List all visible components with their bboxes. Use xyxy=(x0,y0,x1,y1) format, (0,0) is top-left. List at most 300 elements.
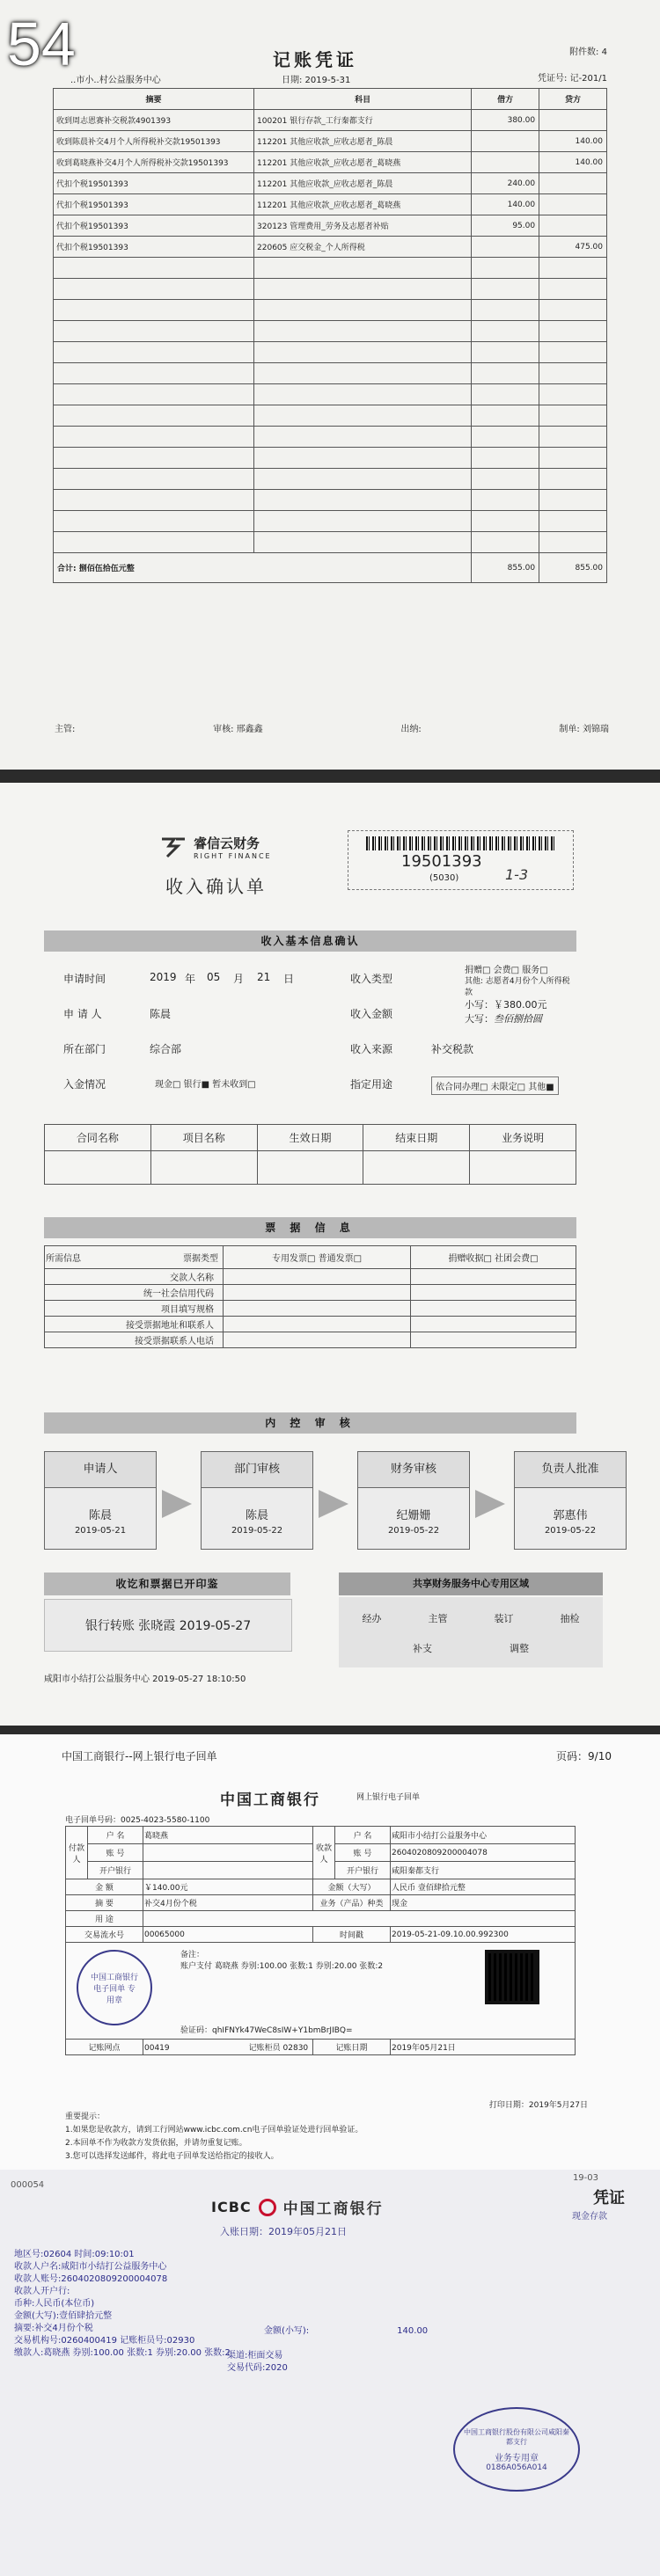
row-account xyxy=(254,448,472,469)
voucher-row xyxy=(54,384,607,405)
ticket-row-label: 统一社会信用代码 xyxy=(45,1285,224,1301)
icbc-line: 缴款人:葛晓燕 券别:100.00 张数:1 券别:20.00 张数:2 xyxy=(14,2348,231,2358)
audit-step-body xyxy=(44,1488,157,1550)
source: 补交税款 xyxy=(431,1043,474,1055)
remark: 备注： 账户支付 葛晓燕 券别:100.00 张数:1 券别:20.00 张数:2 xyxy=(180,1951,384,1971)
row-debit xyxy=(472,237,539,258)
ticket-row-receipt xyxy=(411,1301,576,1317)
amount-big-label: 金额（大写） xyxy=(313,1879,391,1895)
row-debit xyxy=(472,469,539,490)
audit-step-title: 部门审核 xyxy=(201,1451,313,1488)
note-1: 1.如果您是收款方，请到工行网站www.icbc.com.cn电子回单验证处进行回单验证。 xyxy=(65,2126,363,2135)
barcode-sub: (5030) xyxy=(429,873,459,883)
voucher-number: 凭证号: 记-201/1 xyxy=(538,74,607,84)
audit-step-name: 郭惠伟 xyxy=(553,1509,588,1522)
seal-center: 业务专用章 xyxy=(495,2453,539,2463)
row-account xyxy=(254,342,472,363)
section-shared: 共享财务服务中心专用区域 xyxy=(339,1573,603,1595)
row-credit xyxy=(539,384,607,405)
serial-label: 交易流水号 xyxy=(66,1927,143,1943)
applicant: 陈晨 xyxy=(150,1008,172,1020)
voucher-row xyxy=(54,237,607,258)
icbc-cn: 中国工商银行 xyxy=(282,2200,384,2218)
row-credit: 140.00 xyxy=(539,131,607,152)
row-debit xyxy=(472,152,539,173)
row-debit: 95.00 xyxy=(472,215,539,237)
row-account xyxy=(254,490,472,511)
day-label: 日 xyxy=(283,973,295,985)
payer-label: 付款人 xyxy=(66,1827,88,1879)
audit-step xyxy=(514,1451,627,1553)
total-label: 合计: 捌佰伍拾伍元整 xyxy=(54,553,472,583)
col-account: 科目 xyxy=(254,89,472,110)
row-debit xyxy=(472,405,539,427)
seal-text: 中国工商银行股份有限公司咸阳秦都支行 xyxy=(464,2427,569,2446)
audit-step-date: 2019-05-22 xyxy=(231,1526,283,1536)
audit-step-body xyxy=(357,1488,470,1550)
contract-cell xyxy=(150,1151,257,1185)
row-debit xyxy=(472,258,539,279)
voucher-row xyxy=(54,321,607,342)
row-account xyxy=(254,363,472,384)
contract-col: 业务说明 xyxy=(470,1125,576,1151)
dept-label: 所在部门 xyxy=(63,1043,106,1055)
voucher-row xyxy=(54,448,607,469)
bank-subtitle: 网上银行电子回单 xyxy=(356,1793,421,1802)
voucher-row xyxy=(54,490,607,511)
total-credit: 855.00 xyxy=(539,553,607,583)
voucher-row xyxy=(54,469,607,490)
voucher-title: 记账凭证 xyxy=(273,49,357,70)
row-debit xyxy=(472,279,539,300)
row-debit xyxy=(472,427,539,448)
brand-en: RIGHT FINANCE xyxy=(194,852,272,860)
contract-col: 结束日期 xyxy=(363,1125,470,1151)
section-basic-info: 收入基本信息确认 xyxy=(44,930,576,952)
voucher-row xyxy=(54,194,607,215)
print-date: 打印日期：2019年5月27日 xyxy=(488,2101,588,2110)
receipt-title: 收入确认单 xyxy=(165,876,267,897)
row-account: 220605 应交税金_个人所得税 xyxy=(254,237,472,258)
row-debit xyxy=(472,490,539,511)
ticket-row xyxy=(45,1332,576,1348)
footer-maker: 制单: 刘锦瑞 xyxy=(559,725,609,734)
row-credit xyxy=(539,110,607,131)
voucher-row xyxy=(54,152,607,173)
icbc-voucher-page xyxy=(0,2170,660,2576)
audit-step-date: 2019-05-22 xyxy=(387,1526,440,1536)
biz-label: 业务（产品）种类 xyxy=(313,1895,391,1911)
audit-step-date: 2019-05-22 xyxy=(544,1526,597,1536)
row-debit xyxy=(472,448,539,469)
arrow-right-icon xyxy=(162,1490,192,1518)
amount-small: 小写：￥380.00元 xyxy=(465,999,547,1011)
payer-acct-label: 账 号 xyxy=(88,1844,143,1862)
row-credit xyxy=(539,321,607,342)
row-credit xyxy=(539,363,607,384)
note-3: 3.您可以选择发送邮件，将此电子回单发送给指定的接收人。 xyxy=(65,2152,279,2161)
seal-no: 0186A056A014 xyxy=(486,2463,547,2472)
row-account xyxy=(254,405,472,427)
row-summary: 收到周志恩赛补交税款4901393 xyxy=(54,110,254,131)
ticket-row xyxy=(45,1269,576,1285)
col-credit: 贷方 xyxy=(539,89,607,110)
contract-cell xyxy=(363,1151,470,1185)
row-summary xyxy=(54,532,254,553)
icbc-line: 金额(大写):壹佰肆拾元整 xyxy=(14,2311,113,2321)
footer-chief: 主管: xyxy=(55,725,76,734)
voucher-row xyxy=(54,405,607,427)
amount: ￥140.00元 xyxy=(143,1879,313,1895)
audit-step-name: 陈晨 xyxy=(245,1509,268,1522)
record-date: 2019年05月21日 xyxy=(391,2040,576,2055)
ticket-row-label: 接受票据联系人电话 xyxy=(45,1332,224,1348)
ticket-row-invoice xyxy=(224,1269,411,1285)
row-debit xyxy=(472,511,539,532)
audit-step-body xyxy=(514,1488,627,1550)
row-credit xyxy=(539,532,607,553)
ticket-row-receipt xyxy=(411,1317,576,1332)
date-label: 记账日期 xyxy=(313,2040,391,2055)
audit-step-title: 财务审核 xyxy=(357,1451,470,1488)
shared-role: 调整 xyxy=(510,1643,529,1654)
page-gap-2 xyxy=(0,1726,660,1734)
row-credit xyxy=(539,448,607,469)
receipt-no: 电子回单号码：0025-4023-5580-1100 xyxy=(65,1816,210,1825)
contract-cell xyxy=(470,1151,576,1185)
remark-cell xyxy=(66,1943,576,2040)
ticket-head-receipt: 捐赠收据□ 社团会费□ xyxy=(411,1246,576,1269)
ticket-table xyxy=(44,1245,576,1348)
row-account xyxy=(254,279,472,300)
audit-step-date: 2019-05-21 xyxy=(74,1526,127,1536)
row-account: 100201 银行存款_工行秦都支行 xyxy=(254,110,472,131)
voucher-row xyxy=(54,532,607,553)
amount-label: 金 额 xyxy=(66,1879,143,1895)
voucher-footer xyxy=(55,721,609,734)
row-debit xyxy=(472,384,539,405)
row-credit xyxy=(539,215,607,237)
payee-bank-label: 开户银行 xyxy=(335,1862,391,1879)
icbc-mark-icon xyxy=(259,2199,276,2216)
voucher-date: 日期: 2019-5-31 xyxy=(282,76,351,85)
ticket-row-receipt xyxy=(411,1285,576,1301)
row-summary: 代扣个税19501393 xyxy=(54,215,254,237)
bank-header-left: 中国工商银行--网上银行电子回单 xyxy=(62,1750,217,1762)
received-stamp xyxy=(44,1599,292,1652)
row-summary xyxy=(54,321,254,342)
audit-step-name: 陈晨 xyxy=(88,1509,112,1522)
voucher-label: 凭证 xyxy=(593,2189,625,2207)
row-account: 112201 其他应收款_应收志愿者_陈晨 xyxy=(254,131,472,152)
use-value xyxy=(143,1911,576,1927)
icbc-line: 收款人户名:咸阳市小结打公益服务中心 xyxy=(14,2262,167,2272)
shared-role: 经办 xyxy=(362,1613,382,1624)
contract-col: 生效日期 xyxy=(257,1125,363,1151)
shared-role: 补支 xyxy=(413,1643,432,1654)
ticket-row-invoice xyxy=(224,1332,411,1348)
brand-cn: 睿信云财务 xyxy=(194,836,260,851)
notes-title: 重要提示： xyxy=(65,2113,106,2121)
basic-info-grid xyxy=(44,959,576,1117)
bank-e-receipt-page xyxy=(0,1734,660,2170)
row-summary xyxy=(54,342,254,363)
row-summary xyxy=(54,405,254,427)
contract-cell xyxy=(45,1151,151,1185)
year-label: 年 xyxy=(185,973,196,985)
arrow-right-icon xyxy=(319,1490,348,1518)
audit-step-title: 申请人 xyxy=(44,1451,157,1488)
row-debit xyxy=(472,131,539,152)
page-number: 54 xyxy=(7,10,76,78)
dept: 综合部 xyxy=(150,1043,182,1055)
record-branch: 00419 记账柜员 02830 xyxy=(143,2040,313,2055)
row-debit: 380.00 xyxy=(472,110,539,131)
row-account xyxy=(254,427,472,448)
ticket-head-needed: 所需信息 票据类型 xyxy=(45,1246,224,1269)
right-finance-logo-icon xyxy=(158,836,188,858)
verify-code: 验证码：qhIFNYk47WeC8sIW+Y1bmBrJIBQ= xyxy=(180,2026,353,2035)
contract-col: 合同名称 xyxy=(45,1125,151,1151)
amount-label: 收入金额 xyxy=(350,1008,393,1020)
payer-name: 葛晓燕 xyxy=(143,1827,313,1844)
row-account xyxy=(254,532,472,553)
row-credit xyxy=(539,173,607,194)
applicant-label: 申 请 人 xyxy=(63,1008,102,1020)
row-credit xyxy=(539,342,607,363)
payee-acct-label: 账 号 xyxy=(335,1844,391,1862)
serial: 00065000 xyxy=(143,1927,313,1943)
row-debit xyxy=(472,532,539,553)
amount-big: 人民币 壹佰肆拾元整 xyxy=(391,1879,576,1895)
icbc-line: 摘要:补交4月份个税 xyxy=(14,2324,93,2333)
bank-page: 页码：9/10 xyxy=(556,1750,612,1762)
row-summary xyxy=(54,384,254,405)
notes xyxy=(65,2111,363,2164)
accounting-voucher-page xyxy=(0,0,660,770)
barcode-number: 19501393 xyxy=(401,852,482,871)
row-account xyxy=(254,258,472,279)
trade-code: 交易代码:2020 xyxy=(227,2363,288,2373)
income-type-label: 收入类型 xyxy=(350,973,393,985)
row-debit xyxy=(472,342,539,363)
row-summary xyxy=(54,300,254,321)
income-confirmation-page xyxy=(0,783,660,1726)
row-credit: 140.00 xyxy=(539,152,607,173)
row-credit xyxy=(539,511,607,532)
row-summary xyxy=(54,469,254,490)
row-summary: 代扣个税19501393 xyxy=(54,237,254,258)
row-credit xyxy=(539,194,607,215)
page-gap xyxy=(0,770,660,783)
voucher-row xyxy=(54,110,607,131)
row-summary xyxy=(54,363,254,384)
summary: 补交4月份个税 xyxy=(143,1895,313,1911)
row-account xyxy=(254,511,472,532)
apply-time-label: 申请时间 xyxy=(63,973,106,985)
entry-date: 入账日期：2019年05月21日 xyxy=(220,2226,347,2237)
row-debit xyxy=(472,363,539,384)
row-credit xyxy=(539,469,607,490)
voucher-table xyxy=(53,88,607,583)
row-credit xyxy=(539,258,607,279)
month-label: 月 xyxy=(233,973,245,985)
section-received: 收讫和票据已开印鉴 xyxy=(44,1573,290,1595)
icbc-line: 收款人账号:2604020809200004078 xyxy=(14,2274,168,2284)
amount-small: 金额(小写): 140.00 xyxy=(264,2326,429,2336)
contract-cell xyxy=(257,1151,363,1185)
ticket-row-receipt xyxy=(411,1269,576,1285)
total-debit: 855.00 xyxy=(472,553,539,583)
use-options: 依合同办理□ 未限定□ 其他■ xyxy=(431,1076,559,1095)
payee-label: 收款人 xyxy=(313,1827,335,1879)
row-debit xyxy=(472,321,539,342)
payee-bank: 咸阳秦都支行 xyxy=(391,1862,576,1879)
row-credit: 475.00 xyxy=(539,237,607,258)
row-summary: 收到陈晨补交4月个人所得税补交款19501393 xyxy=(54,131,254,152)
shared-role: 抽检 xyxy=(560,1613,580,1624)
biz: 现金 xyxy=(391,1895,576,1911)
row-summary: 代扣个税19501393 xyxy=(54,194,254,215)
icbc-logo xyxy=(211,2196,384,2218)
voucher-row xyxy=(54,279,607,300)
section-ticket: 票 据 信 息 xyxy=(44,1217,576,1238)
note-2: 2.本回单不作为收款方发货依据，并请勿重复记账。 xyxy=(65,2139,247,2148)
ticket-head-invoice: 专用发票□ 普通发票□ xyxy=(224,1246,411,1269)
channel: 渠道:柜面交易 xyxy=(227,2351,283,2361)
col-summary: 摘要 xyxy=(54,89,254,110)
icbc-lines xyxy=(14,2249,231,2360)
audit-step xyxy=(201,1451,313,1553)
row-account xyxy=(254,321,472,342)
barcode-box xyxy=(348,830,574,890)
row-credit xyxy=(539,300,607,321)
e-receipt-seal: 中国工商银行 电子回单 专用章 xyxy=(77,1950,152,2025)
apply-day: 21 xyxy=(257,971,271,983)
section-audit: 内 控 审 核 xyxy=(44,1412,576,1434)
row-account xyxy=(254,469,472,490)
ticket-row xyxy=(45,1301,576,1317)
row-credit xyxy=(539,279,607,300)
row-debit: 140.00 xyxy=(472,194,539,215)
ticket-row-invoice xyxy=(224,1317,411,1332)
voucher-row xyxy=(54,258,607,279)
audit-flow xyxy=(44,1444,607,1558)
payee-name-label: 户 名 xyxy=(335,1827,391,1844)
row-account: 112201 其他应收款_应收志愿者_葛晓燕 xyxy=(254,194,472,215)
receipt-footer: 咸阳市小结打公益服务中心 2019-05-27 18:10:50 xyxy=(44,1675,246,1684)
payer-acct xyxy=(143,1844,313,1862)
received-stamp-text: 银行转账 张晓霞 2019-05-27 xyxy=(84,1619,252,1633)
ticket-row-label: 项目填写规格 xyxy=(45,1301,224,1317)
corner-no: 000054 xyxy=(11,2180,45,2190)
row-summary: 收到葛晓燕补交4月个人所得税补交款19501393 xyxy=(54,152,254,173)
ticket-row-label: 接受票据地址和联系人 xyxy=(45,1317,224,1332)
audit-step xyxy=(44,1451,157,1553)
amount-big: 大写：叁佰捌拾圆 xyxy=(465,1013,542,1025)
payer-bank xyxy=(143,1862,313,1879)
ticket-row-invoice xyxy=(224,1285,411,1301)
barcode xyxy=(366,836,555,850)
ticket-row-receipt xyxy=(411,1332,576,1348)
voucher-row xyxy=(54,131,607,152)
row-credit xyxy=(539,427,607,448)
row-account xyxy=(254,384,472,405)
ticket-row xyxy=(45,1317,576,1332)
footer-cashier: 出纳: xyxy=(400,725,422,734)
payee-acct: 2604020809200004078 xyxy=(391,1844,576,1862)
row-summary xyxy=(54,258,254,279)
apply-month: 05 xyxy=(207,971,221,983)
top-right-no: 19-03 xyxy=(572,2173,598,2183)
footer-reviewer: 审核: 邢鑫鑫 xyxy=(213,725,263,734)
row-summary xyxy=(54,279,254,300)
bank-receipt-table xyxy=(65,1826,576,2055)
contract-table xyxy=(44,1124,576,1185)
qr-code-icon xyxy=(485,1950,539,2004)
row-summary: 代扣个税19501393 xyxy=(54,173,254,194)
ticket-row-label: 交款人名称 xyxy=(45,1269,224,1285)
shared-area xyxy=(339,1597,603,1667)
attach-count: 附件数: 4 xyxy=(569,47,607,57)
payee-name: 咸阳市小结打公益服务中心 xyxy=(391,1827,576,1844)
voucher-row xyxy=(54,511,607,532)
apply-year: 2019 xyxy=(150,971,177,983)
row-credit xyxy=(539,405,607,427)
method-label: 入金情况 xyxy=(63,1078,106,1091)
use-label: 用 途 xyxy=(66,1911,143,1927)
income-type-options: 捐赠□ 会费□ 服务□ xyxy=(465,966,548,975)
audit-step-title: 负责人批准 xyxy=(514,1451,627,1488)
row-summary xyxy=(54,511,254,532)
icbc-line: 交易机构号:0260400419 记账柜员号:02930 xyxy=(14,2336,195,2346)
voucher-row xyxy=(54,173,607,194)
audit-step-body xyxy=(201,1488,313,1550)
voucher-row xyxy=(54,300,607,321)
payer-bank-label: 开户银行 xyxy=(88,1862,143,1879)
icbc-line: 币种:人民币(本位币) xyxy=(14,2299,95,2309)
voucher-row xyxy=(54,342,607,363)
row-account: 320123 管理费用_劳务及志愿者补贴 xyxy=(254,215,472,237)
row-account: 112201 其他应收款_应收志愿者_葛晓燕 xyxy=(254,152,472,173)
shared-role: 装订 xyxy=(494,1613,514,1624)
icbc-en: ICBC xyxy=(211,2199,252,2215)
timestamp: 2019-05-21-09.10.00.992300 xyxy=(391,1927,576,1943)
voucher-row xyxy=(54,215,607,237)
voucher-row xyxy=(54,427,607,448)
row-summary xyxy=(54,448,254,469)
contract-col: 项目名称 xyxy=(150,1125,257,1151)
bank-seal xyxy=(453,2407,580,2492)
voucher-type: 现金存款 xyxy=(572,2212,607,2222)
row-credit xyxy=(539,490,607,511)
method-options: 现金□ 银行■ 暂未收到□ xyxy=(155,1080,256,1090)
use-label: 指定用途 xyxy=(350,1078,393,1091)
row-summary xyxy=(54,427,254,448)
payer-name-label: 户 名 xyxy=(88,1827,143,1844)
row-summary xyxy=(54,490,254,511)
source-label: 收入来源 xyxy=(350,1043,393,1055)
voucher-row xyxy=(54,363,607,384)
row-account xyxy=(254,300,472,321)
company-name: ..市小..村公益服务中心 xyxy=(70,76,161,85)
shared-role: 主管 xyxy=(428,1613,448,1624)
arrow-right-icon xyxy=(475,1490,505,1518)
summary-label: 摘 要 xyxy=(66,1895,143,1911)
bank-name: 中国工商银行 xyxy=(220,1792,320,1809)
income-other: 其他: 志愿者4月份个人所得税款 xyxy=(465,977,570,997)
record-label: 记账网点 xyxy=(66,2040,143,2055)
